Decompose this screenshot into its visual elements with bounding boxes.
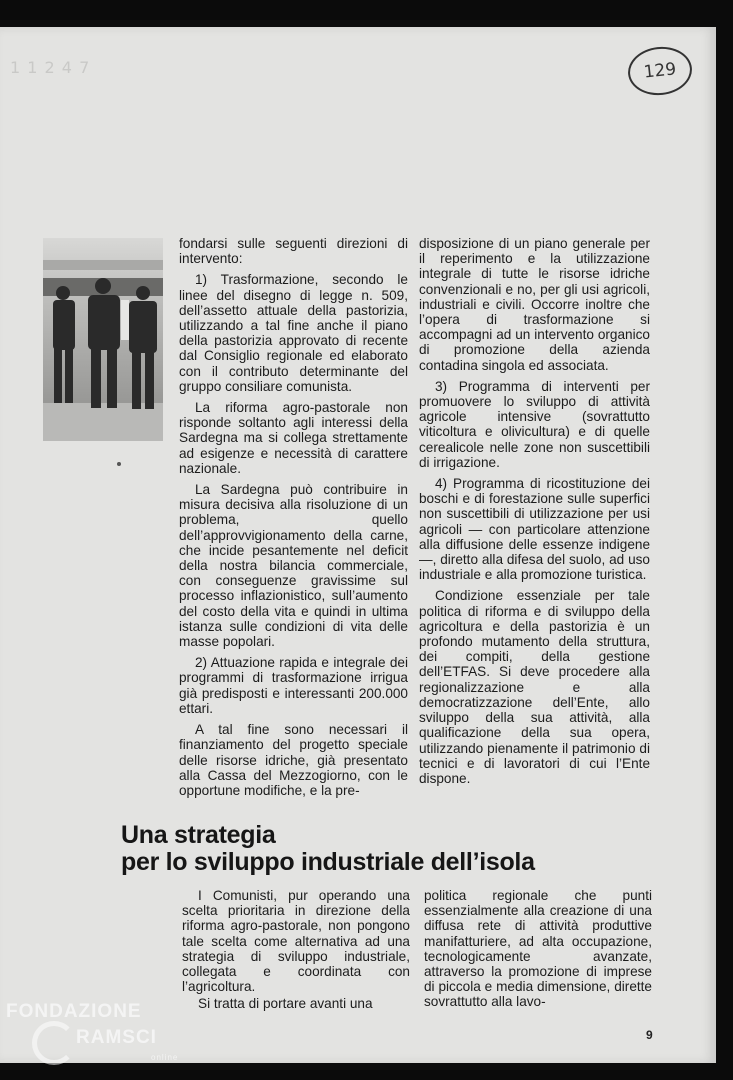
article1-column1 (179, 236, 408, 804)
paragraph: 4) Programma di ricostituzione dei boschi e di forestazione sulle superfici non suscettibili di utilizzazione per usi agricoli — con particolare attenzione alla diffusione delle essenze indigene —, diretto alla difesa del suolo, ad uso industriale e alla promozione turistica. (419, 476, 650, 583)
paragraph: fondarsi sulle seguenti direzioni di intervento: (179, 236, 408, 267)
stray-dot (117, 462, 121, 466)
paragraph: Condizione essenziale per tale politica di riforma e di sviluppo della agricoltura e della pastorizia è un profondo mutamento della struttura, dei compiti, della gestione dell’ETFAS. Si deve procedere alla regionalizzazione e alla democratizzazione dell’Ente, allo sviluppo della sua attività, alla qualificazione della sua opera, utilizzando pienamente il patrimonio di tecnici e di lavoratori di cui l’Ente dispone. (419, 588, 650, 786)
photo-three-workers-icon (43, 238, 163, 441)
fondazione-gramsci-watermark (6, 1001, 206, 1073)
article2-headline (121, 822, 641, 876)
paragraph: disposizione di un piano generale per il reperimento e la utilizzazione integrale di tutte le risorse idriche convenzionali e no, per gli usi agricoli, industriali e civili. Occorre inoltre che l’opera di trasformazione si accompagni ad un intervento organico di promozione della azienda contadina singola ed associata. (419, 236, 650, 373)
paragraph: Si tratta di portare avanti una (198, 996, 373, 1012)
article2-column1 (182, 888, 410, 1014)
faint-stamp: 1 1 2 4 7 (10, 58, 91, 77)
watermark-line2: RAMSCI (76, 1027, 157, 1048)
paragraph: A tal fine sono necessari il finanziamento del progetto speciale delle risorse idriche, già presentato alla Cassa del Mezzogiorno, con le opportune modifiche, e la pre- (179, 722, 408, 798)
headline-line: Una strategia (121, 821, 276, 849)
article1-column2 (419, 236, 650, 792)
paragraph: La riforma agro-pastorale non risponde soltanto agli interessi della Sardegna ma si collega strettamente ad esigenze e necessità di carattere nazionale. (179, 400, 408, 476)
paragraph: I Comunisti, pur operando una scelta prioritaria in direzione della riforma agro-pastorale, non pongono tale scelta come alternativa ad una strategia di sviluppo industriale, collegata e coordinata con l’agricoltura. (182, 888, 410, 995)
paragraph: La Sardegna può contribuire in misura decisiva alla risoluzione di un problema, quello dell’approvvigionamento della carne, che incide pesantemente nel deficit della nostra bilancia commerciale, con conseguenze gravissime sul processo inflazionistico, sull’aumento del costo della vita e quindi in ultima istanza sulle condizioni di vita delle masse popolari. (179, 482, 408, 650)
handwritten-page-number: 129 (626, 44, 695, 98)
paragraph: 1) Trasformazione, secondo le linee del disegno di legge n. 509, dell’assetto attuale della pastorizia, utilizzando a tal fine anche il piano della pastorizia approvato di recente dal Consiglio regionale ed elaborato con il contributo determinante del gruppo consiliare comunista. (179, 272, 408, 394)
watermark-line1: FONDAZIONE (6, 1001, 142, 1022)
article2-column2 (424, 888, 652, 1012)
article-photo (43, 238, 163, 441)
watermark-g-logo-icon (32, 1021, 76, 1065)
watermark-sub: online (151, 1053, 179, 1062)
headline-line: per lo sviluppo industriale dell’isola (121, 848, 535, 876)
paragraph: politica regionale che punti essenzialmente alla creazione di una diffusa rete di attività produttive manifatturiere, ad alta occupazione, tecnologicamente avanzate, attraverso la promozione di imprese di piccola e media dimensione, dirette sovrattutto alla lavo- (424, 888, 652, 1010)
paragraph: 3) Programma di interventi per promuovere lo sviluppo di attività agricole intensive (sovrattutto viticoltura e olivicultura) e di quelle cerealicole nelle zone non suscettibili di irrigazione. (419, 378, 650, 470)
page-number: 9 (646, 1028, 653, 1042)
paragraph: 2) Attuazione rapida e integrale dei programmi di trasformazione irrigua già predisposti e interessanti 200.000 ettari. (179, 655, 408, 716)
